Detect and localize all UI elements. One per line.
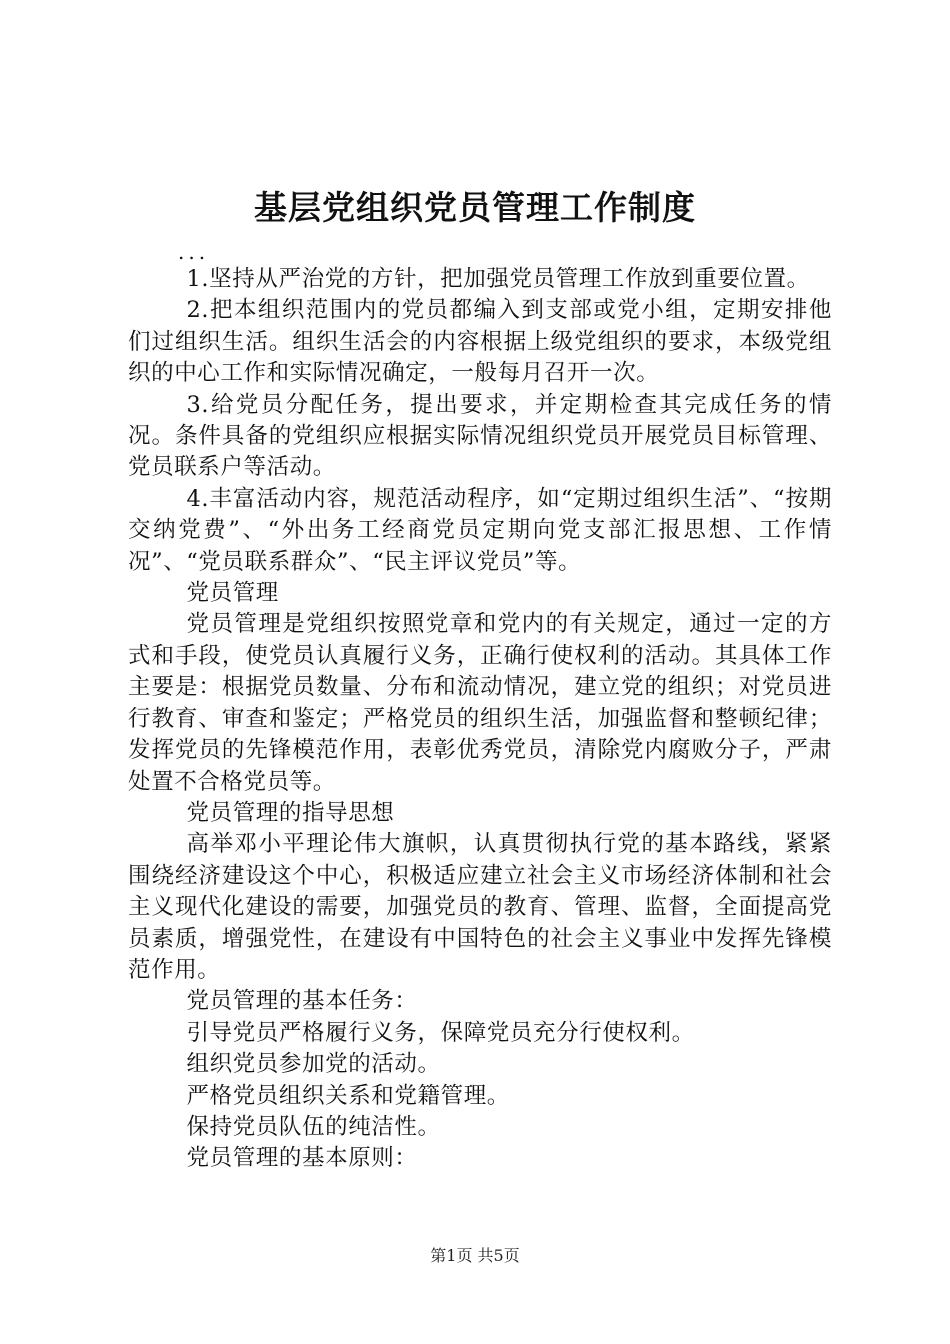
- ellipsis-marker: ...: [178, 240, 210, 264]
- task-item-4: 保持党员队伍的纯洁性。: [186, 1113, 441, 1140]
- section-heading-party-member-management: 党员管理: [186, 580, 279, 607]
- paragraph-item-4: 4.丰富活动内容，规范活动程序，如“定期过组织生活”、“按期交纳党费”、“外出务工经商党员定期向党支部汇报思想、工作情况”、“党员联系群众”、“民主评议党员”等。: [128, 485, 832, 575]
- paragraph-item-2: 2.把本组织范围内的党员都编入到支部或党小组，定期安排他们过组织生活。组织生活会的内容根据上级党组织的要求，本级党组织的中心工作和实际情况确定，一般每月召开一次。: [128, 297, 832, 387]
- task-item-1: 引导党员严格履行义务，保障党员充分行使权利。: [186, 1019, 695, 1046]
- task-item-2: 组织党员参加党的活动。: [186, 1051, 441, 1078]
- document-body: [128, 264, 832, 1175]
- section-heading-guiding-ideology: 党员管理的指导思想: [186, 799, 395, 826]
- document-title: 基层党组织党员管理工作制度: [254, 188, 696, 227]
- section-heading-basic-principles: 党员管理的基本原则：: [186, 1145, 418, 1172]
- paragraph-management-definition: 党员管理是党组织按照党章和党内的有关规定，通过一定的方式和手段，使党员认真履行义务，正确行使权利的活动。其具体工作主要是：根据党员数量、分布和流动情况，建立党的组织；对党员进行教育、审查和鉴定；严格党员的组织生活，加强监督和整顿纪律；发挥党员的先锋模范作用，表彰优秀党员，清除党内腐败分子，严肃处置不合格党员等。: [128, 611, 832, 795]
- section-heading-basic-tasks: 党员管理的基本任务：: [186, 988, 418, 1015]
- page-number-footer: 第1页 共5页: [430, 1246, 520, 1265]
- paragraph-item-3: 3.给党员分配任务，提出要求，并定期检查其完成任务的情况。条件具备的党组织应根据实际情况组织党员开展党员目标管理、党员联系户等活动。: [128, 391, 832, 481]
- paragraph-item-1: 1.坚持从严治党的方针，把加强党员管理工作放到重要位置。: [186, 266, 810, 292]
- paragraph-guiding-ideology: 高举邓小平理论伟大旗帜，认真贯彻执行党的基本路线，紧紧围绕经济建设这个中心，积极适应建立社会主义市场经济体制和社会主义现代化建设的需要，加强党员的教育、管理、监督，全面提高党员素质，增强党性，在建设有中国特色的社会主义事业中发挥先锋模范作用。: [128, 831, 832, 983]
- task-item-3: 严格党员组织关系和党籍管理。: [186, 1082, 510, 1109]
